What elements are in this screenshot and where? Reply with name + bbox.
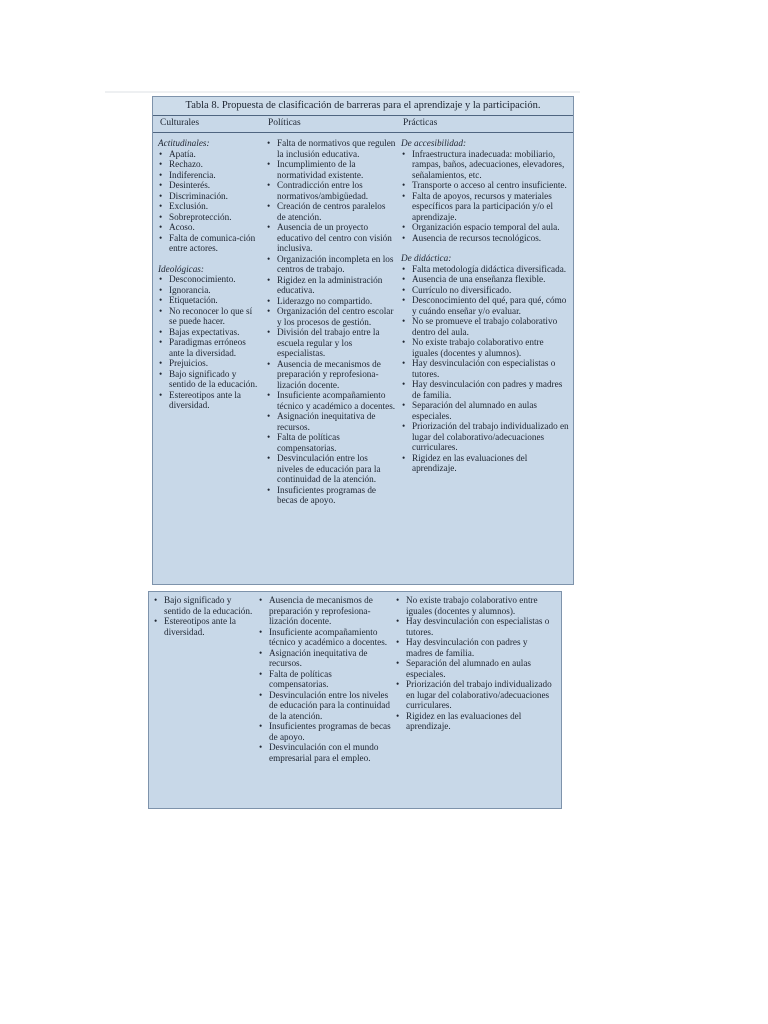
list-item: • Desconocimiento del qué, para qué, cómo y cuándo enseñar y/o evaluar. (401, 295, 569, 316)
list-item: • Insuficiente acompañamiento técnico y académico a docentes. (258, 627, 391, 648)
list-item: • Falta metodología didáctica diversificada. (401, 264, 569, 275)
list-item: • Ausencia de recursos tecnológicos. (401, 233, 569, 244)
table-body (153, 133, 573, 586)
list-item: • Acoso. (158, 222, 262, 233)
list-item: • No existe trabajo colaborativo entre iguales (docentes y alumnos). (395, 595, 555, 616)
list-item: • Organización espacio temporal del aula. (401, 222, 569, 233)
list-item: • Apatía. (158, 149, 262, 160)
table-title: Tabla 8. Propuesta de clasificación de barreras para el aprendizaje y la participación. (153, 97, 573, 116)
list-item: • Hay desvinculación con padres y madres de familia. (401, 379, 569, 400)
list-item: • Exclusión. (158, 201, 262, 212)
list-item: • Etiquetación. (158, 295, 262, 306)
list-item: • Rigidez en las evaluaciones del aprendizaje. (401, 453, 569, 474)
header-politicas: Políticas (268, 118, 301, 128)
list-item: • Indiferencia. (158, 170, 262, 181)
list-item: • Separación del alumnado en aulas especiales. (395, 658, 555, 679)
list-item: • Prejuicios. (158, 358, 262, 369)
list-item: • Paradigmas erróneos ante la diversidad. (158, 337, 262, 358)
list-item: • Rigidez en la administración educativa. (266, 275, 396, 296)
list-item: • Falta de comunica-ción entre actores. (158, 233, 262, 254)
list-item: • Hay desvinculación con especialistas o tutores. (401, 358, 569, 379)
list-item: • No se promueve el trabajo colaborativo dentro del aula. (401, 316, 569, 337)
list-item: • Ausencia de un proyecto educativo del centro con visión inclusiva. (266, 222, 396, 254)
list-item: • Creación de centros paralelos de atención. (266, 201, 396, 222)
list-item: • Falta de políticas compensatorias. (266, 432, 396, 453)
politicas-column-continued (258, 595, 391, 763)
list-item: • Insuficientes programas de becas de apoyo. (266, 485, 396, 506)
list-item: • Desinterés. (158, 180, 262, 191)
list-item: • No reconocer lo que sí se puede hacer. (158, 306, 262, 327)
list-item: • Transporte o acceso al centro insuficiente. (401, 180, 569, 191)
list-item: • Rechazo. (158, 159, 262, 170)
list-item: • Falta de normativos que regulen la inclusión educativa. (266, 138, 396, 159)
table-header-row (153, 116, 573, 133)
actitudinales-list (158, 149, 262, 254)
list-item: • Organización incompleta en los centros de trabajo. (266, 254, 396, 275)
top-divider (105, 91, 580, 93)
list-item: • Ausencia de una enseñanza flexible. (401, 274, 569, 285)
ideologicas-list (158, 274, 262, 411)
list-item: • Bajo significado y sentido de la educación. (153, 595, 258, 616)
list-item: • Separación del alumnado en aulas especiales. (401, 400, 569, 421)
list-item: • Hay desvinculación con especialistas o tutores. (395, 616, 555, 637)
list-item: • Discriminación. (158, 191, 262, 202)
list-item: • Desvinculación entre los niveles de educación para la continuidad de la atención. (266, 453, 396, 485)
barriers-table (152, 96, 574, 585)
actitudinales-subheading: Actitudinales: (158, 138, 210, 148)
list-item: • Sobreprotección. (158, 212, 262, 223)
list-item: • Asignación inequitativa de recursos. (266, 411, 396, 432)
list-item: • Currículo no diversificado. (401, 285, 569, 296)
list-item: • Infraestructura inadecuada: mobiliario, rampas, baños, adecuaciones, elevadores, señalamientos, etc. (401, 149, 569, 181)
list-item: • División del trabajo entre la escuela regular y los especialistas. (266, 327, 396, 359)
list-item: • Estereotipos ante la diversidad. (153, 616, 258, 637)
list-item: • Priorización del trabajo individualizado en lugar del colaborativo/adecuaciones curriculares. (401, 421, 569, 453)
practicas-list-continued (395, 595, 555, 732)
practicas-column (401, 138, 569, 474)
list-item: • Bajo significado y sentido de la educación. (158, 369, 262, 390)
accesibilidad-subheading: De accesibilidad: (401, 138, 467, 148)
list-item: • Ignorancia. (158, 285, 262, 296)
list-item: • Contradicción entre los normativos/ambigüedad. (266, 180, 396, 201)
barriers-table-continuation (148, 591, 562, 809)
list-item: • No existe trabajo colaborativo entre iguales (docentes y alumnos). (401, 337, 569, 358)
culturales-column-continued (153, 595, 258, 637)
culturales-column (158, 138, 262, 411)
accesibilidad-list (401, 149, 569, 244)
politicas-list-continued (258, 595, 391, 763)
header-practicas: Prácticas (403, 118, 438, 128)
list-item: • Estereotipos ante la diversidad. (158, 390, 262, 411)
list-item: • Desconocimiento. (158, 274, 262, 285)
list-item: • Asignación inequitativa de recursos. (258, 648, 391, 669)
list-item: • Organización del centro escolar y los procesos de gestión. (266, 306, 396, 327)
list-item: • Falta de políticas compensatorias. (258, 669, 391, 690)
list-item: • Bajas expectativas. (158, 327, 262, 338)
list-item: • Hay desvinculación con padres y madres de familia. (395, 637, 555, 658)
didactica-subheading: De didáctica: (401, 253, 452, 263)
list-item: • Falta de apoyos, recursos y materiales específicos para la participación y/o el aprendizaje. (401, 191, 569, 223)
header-culturales: Culturales (160, 118, 200, 128)
list-item: • Desvinculación entre los niveles de educación para la continuidad de la atención. (258, 690, 391, 722)
list-item: • Ausencia de mecanismos de preparación y reprofesiona-lización docente. (258, 595, 391, 627)
culturales-list-continued (153, 595, 258, 637)
politicas-column (266, 138, 396, 506)
didactica-list (401, 264, 569, 474)
list-item: • Rigidez en las evaluaciones del aprendizaje. (395, 711, 555, 732)
list-item: • Ausencia de mecanismos de preparación y reprofesiona-lización docente. (266, 359, 396, 391)
list-item: • Insuficiente acompañamiento técnico y académico a docentes. (266, 390, 396, 411)
list-item: • Priorización del trabajo individualizado en lugar del colaborativo/adecuaciones curriculares. (395, 679, 555, 711)
practicas-column-continued (395, 595, 555, 732)
list-item: • Incumplimiento de la normatividad existente. (266, 159, 396, 180)
list-item: • Desvinculación con el mundo empresarial para el empleo. (258, 742, 391, 763)
politicas-list (266, 138, 396, 506)
list-item: • Liderazgo no compartido. (266, 296, 396, 307)
list-item: • Insuficientes programas de becas de apoyo. (258, 721, 391, 742)
ideologicas-subheading: Ideológicas: (158, 263, 204, 274)
